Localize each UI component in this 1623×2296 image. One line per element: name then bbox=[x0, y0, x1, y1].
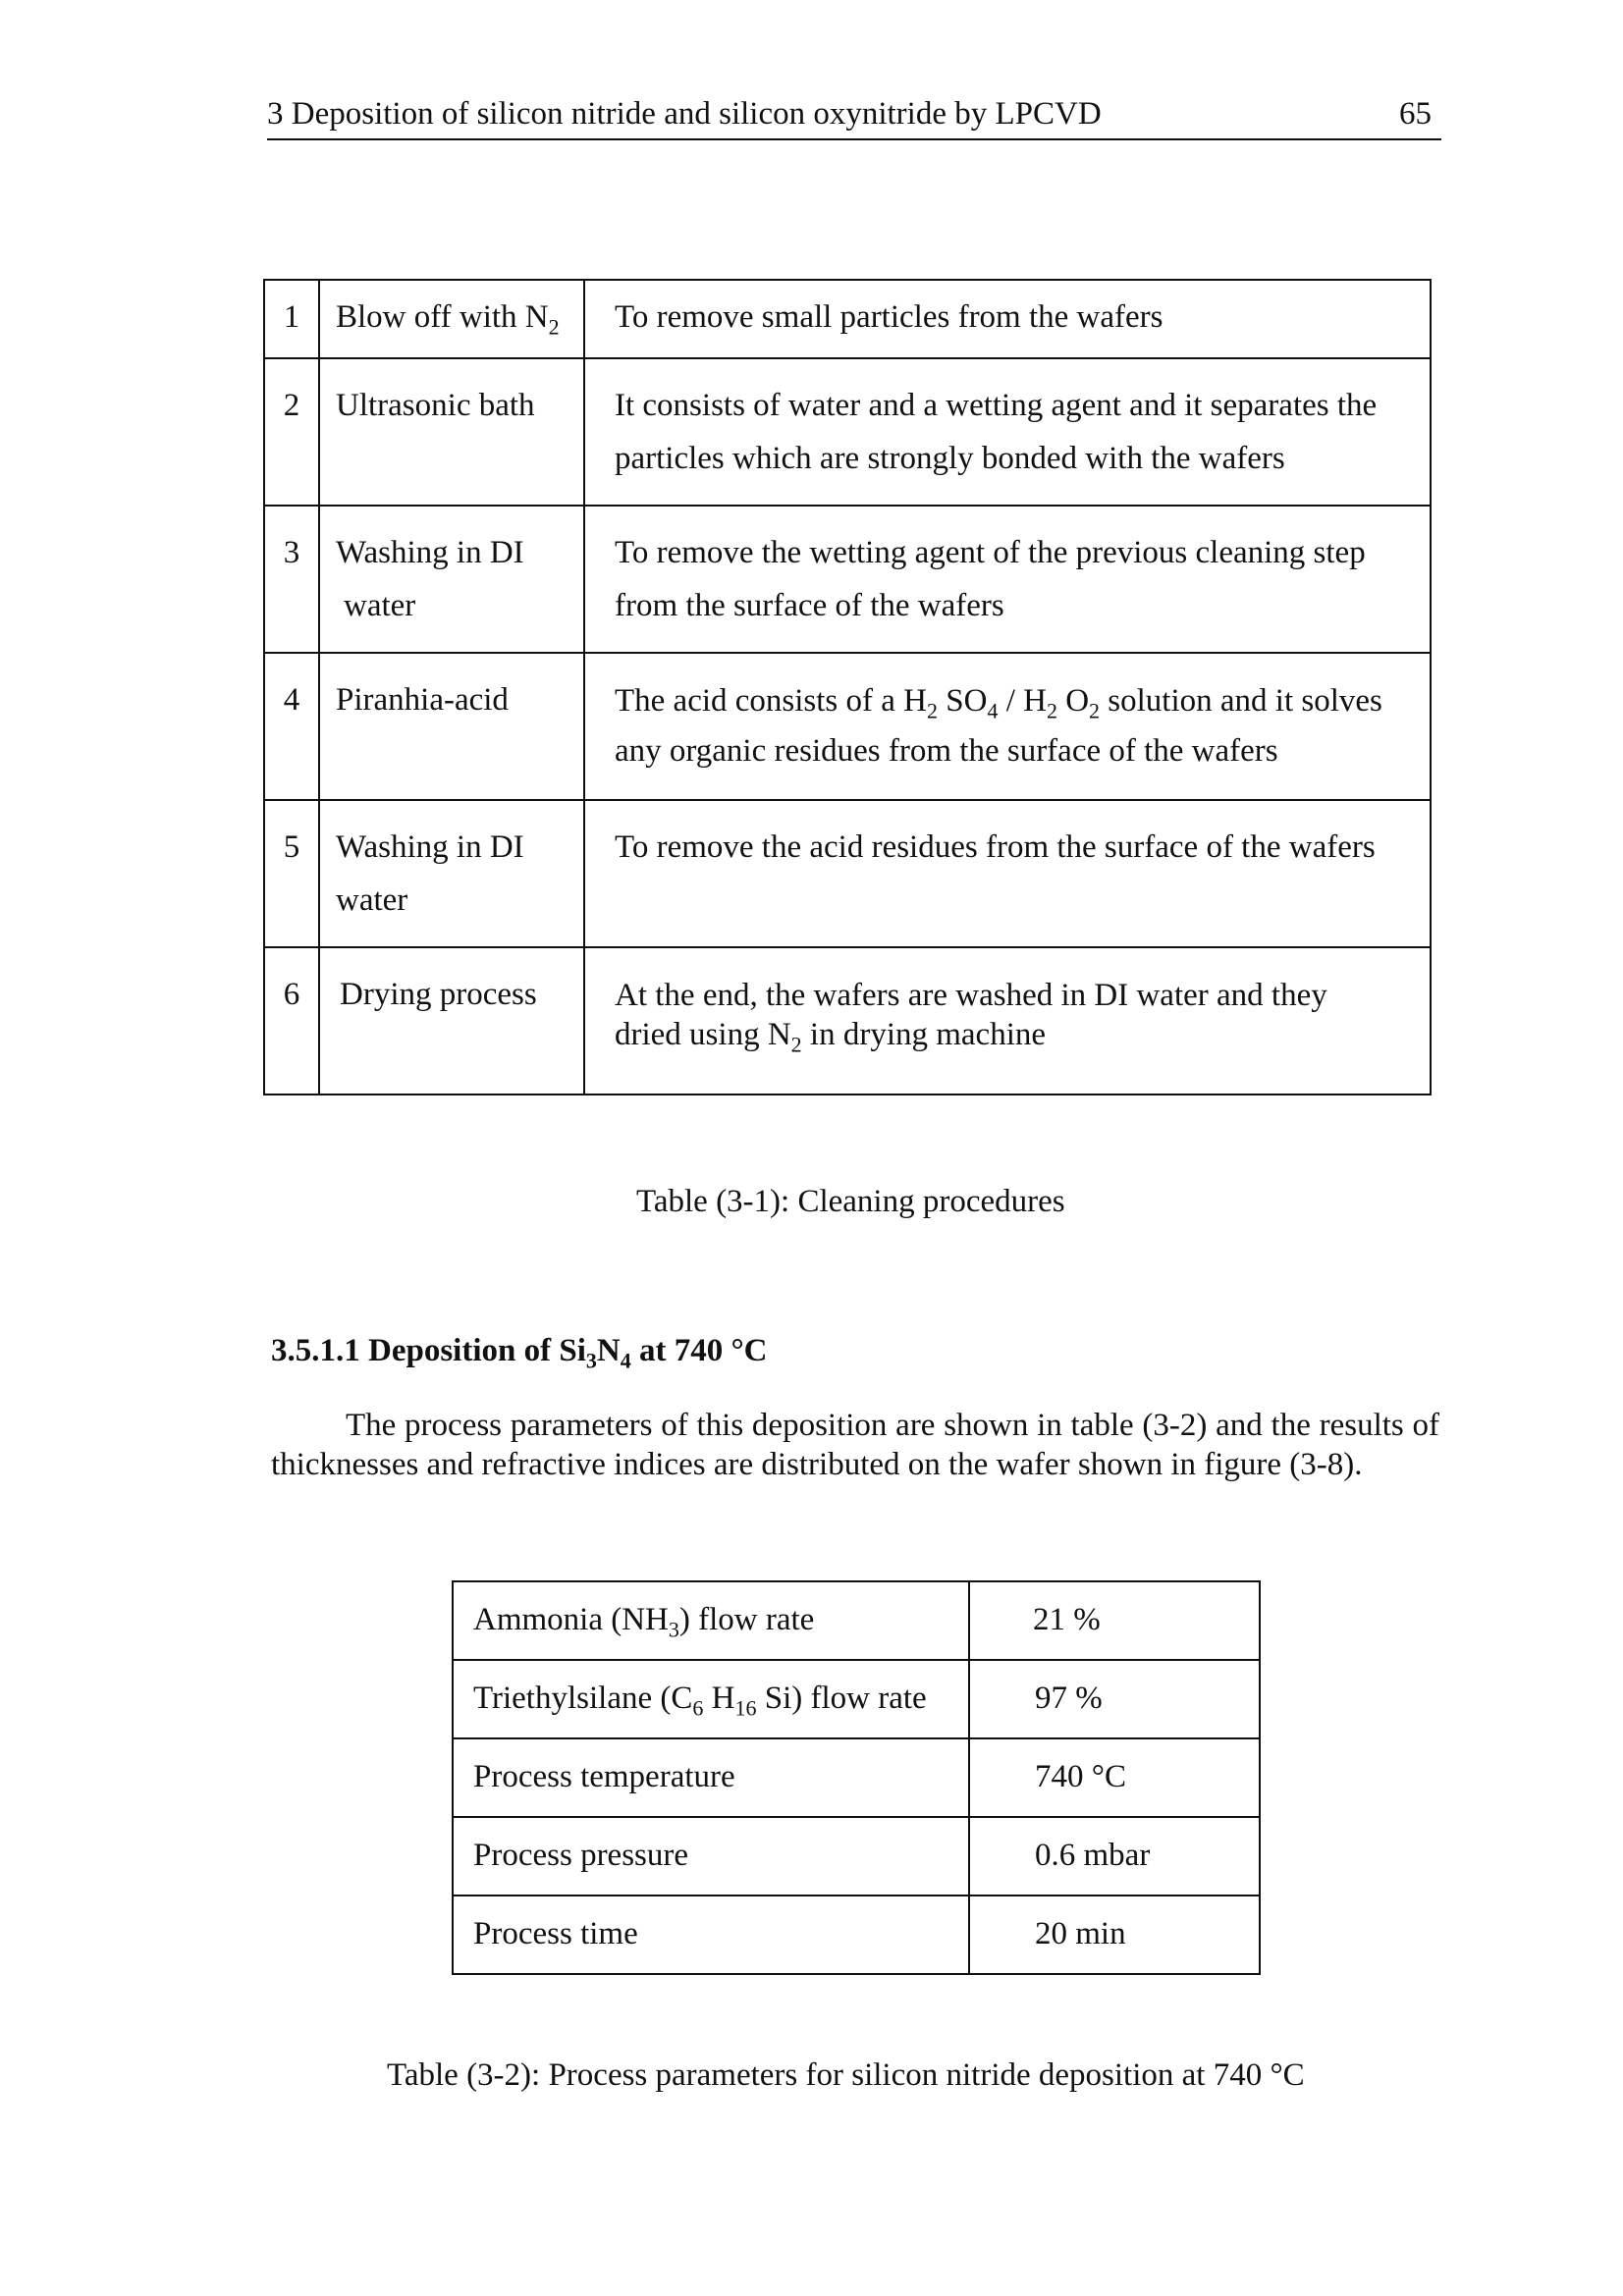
table-row bbox=[264, 506, 1431, 653]
section-heading: 3.5.1.1 Deposition of $Si_3N_4$ at 740 °C bbox=[271, 1333, 768, 1373]
table-row bbox=[264, 358, 1431, 506]
step-description: To remove the wetting agent of the previous cleaning step from the surface of the wafers bbox=[584, 506, 1431, 653]
step-name: Blow off with $N_2$ bbox=[319, 280, 584, 358]
step-name: Washing in DI water bbox=[319, 506, 584, 653]
parameter-name: Ammonia $(NH_3)$ flow rate bbox=[453, 1581, 969, 1660]
table-row bbox=[453, 1660, 1260, 1738]
body-paragraph: The process parameters of this deposition are shown in table (3-2) and the results of thicknesses and refractive indices are distributed on the wafer shown in figure (3-8). bbox=[271, 1408, 1439, 1482]
step-number: 5 bbox=[264, 800, 319, 947]
header-rule bbox=[267, 138, 1441, 140]
step-name: Drying process bbox=[319, 947, 584, 1095]
step-number: 1 bbox=[264, 280, 319, 358]
step-description: The acid consists of a $H_2$ $SO_4 / H_2$ $O_2$ solution and it solves any organic residues from the surface of the wafers bbox=[584, 653, 1431, 800]
parameter-value: 97 % bbox=[969, 1660, 1260, 1738]
parameter-name: Process temperature bbox=[453, 1738, 969, 1817]
step-number: 4 bbox=[264, 653, 319, 800]
page-number: 65 bbox=[1399, 96, 1432, 132]
step-description: To remove the acid residues from the surface of the wafers bbox=[584, 800, 1431, 947]
parameter-name: Process time bbox=[453, 1896, 969, 1974]
cleaning-procedures-table bbox=[263, 279, 1432, 1095]
table-row bbox=[264, 800, 1431, 947]
parameter-name: Triethylsilane ($C_6$ $H_{16}$ Si) flow rate bbox=[453, 1660, 969, 1738]
step-name: Washing in DI water bbox=[319, 800, 584, 947]
table-caption: Table (3-1): Cleaning procedures bbox=[636, 1184, 1065, 1219]
parameter-name: Process pressure bbox=[453, 1817, 969, 1896]
parameter-value: 20 min bbox=[969, 1896, 1260, 1974]
step-name: Piranhia-acid bbox=[319, 653, 584, 800]
table-row bbox=[264, 947, 1431, 1095]
step-description: It consists of water and a wetting agent and it separates the particles which are strongly bonded with the wafers bbox=[584, 358, 1431, 506]
step-description: To remove small particles from the wafers bbox=[584, 280, 1431, 358]
table-row bbox=[453, 1738, 1260, 1817]
step-description: At the end, the wafers are washed in DI water and they dried using $N_2$ in drying machine bbox=[584, 947, 1431, 1095]
step-number: 6 bbox=[264, 947, 319, 1095]
table-row bbox=[264, 280, 1431, 358]
parameter-value: 21 % bbox=[969, 1581, 1260, 1660]
step-name: Ultrasonic bath bbox=[319, 358, 584, 506]
table-row bbox=[264, 653, 1431, 800]
table-row bbox=[453, 1896, 1260, 1974]
table-row bbox=[453, 1817, 1260, 1896]
table-row bbox=[453, 1581, 1260, 1660]
table-caption: Table (3-2): Process parameters for silicon nitride deposition at 740 °C bbox=[387, 2057, 1305, 2093]
step-number: 2 bbox=[264, 358, 319, 506]
running-header-title: 3 Deposition of silicon nitride and silicon oxynitride by LPCVD bbox=[267, 96, 1102, 132]
parameter-value: 0.6 mbar bbox=[969, 1817, 1260, 1896]
process-parameters-table bbox=[452, 1580, 1261, 1975]
parameter-value: 740 °C bbox=[969, 1738, 1260, 1817]
step-number: 3 bbox=[264, 506, 319, 653]
